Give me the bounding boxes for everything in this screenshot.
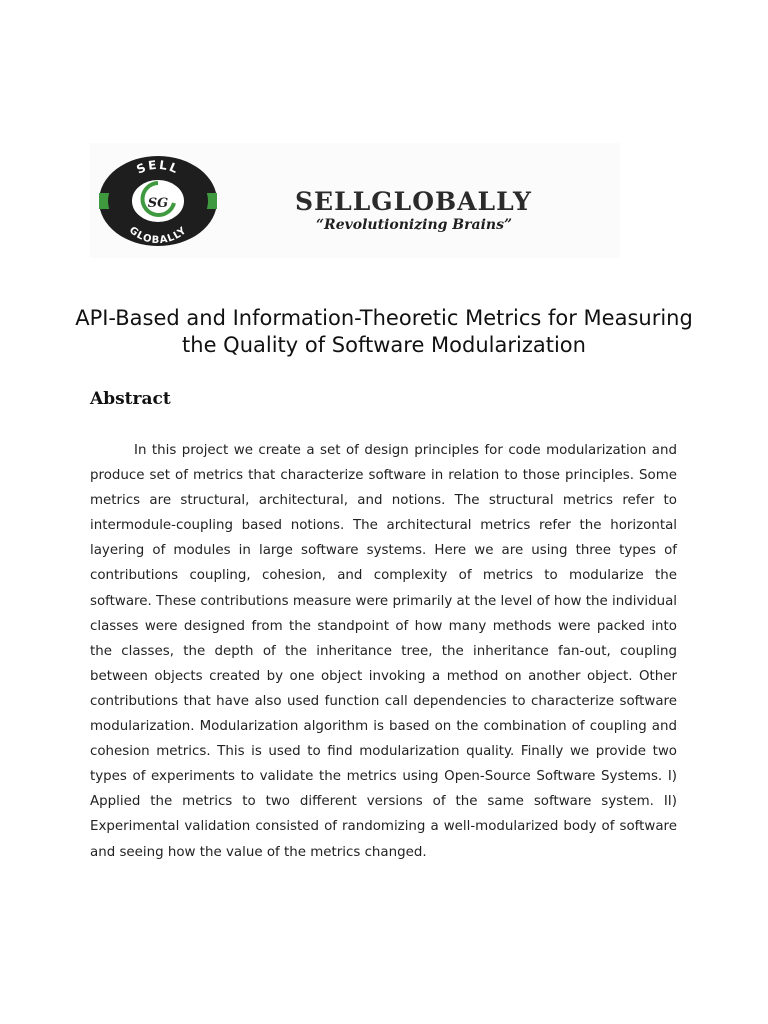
sellglobally-seal-logo	[97, 155, 219, 247]
brand-name: SELLGLOBALLY	[295, 187, 532, 216]
abstract-heading: Abstract	[90, 389, 171, 409]
document-title: API-Based and Information-Theoretic Metrics for Measuring the Quality of Software Modularization	[75, 306, 693, 357]
company-banner	[90, 143, 620, 258]
logo-bottom-text: GLOBALLY	[126, 224, 190, 247]
logo-top-text: SELL	[134, 157, 182, 177]
logo-center-text: SG	[147, 196, 169, 211]
abstract-paragraph: In this project we create a set of design principles for code modularization and produce set of metrics that characterize software in relation to those principles. Some metrics are structural, architectural, and notions. The structural metrics refer to intermodule-coupling based notions. The architectural metrics refer the horizontal layering of modules in large software systems. Here we are using three types of contributions coupling, cohesion, and complexity of metrics to modularize the software. These contributions measure were primarily at the level of how the individual classes were designed from the standpoint of how many methods were packed into the classes, the depth of the inheritance tree, the inheritance fan-out, coupling between objects created by one object invoking a method on another object. Other contributions that have also used function call dependencies to characterize software modularization. Modularization algorithm is based on the combination of coupling and cohesion metrics. This is used to find modularization quality. Finally we provide two types of experiments to validate the metrics using Open-Source Software Systems. I) Applied the metrics to two different versions of the same software system. II) Experimental validation consisted of randomizing a well-modularized body of software and seeing how the value of the metrics changed.	[90, 443, 677, 860]
brand-tagline: “Revolutionizing Brains”	[316, 217, 513, 233]
